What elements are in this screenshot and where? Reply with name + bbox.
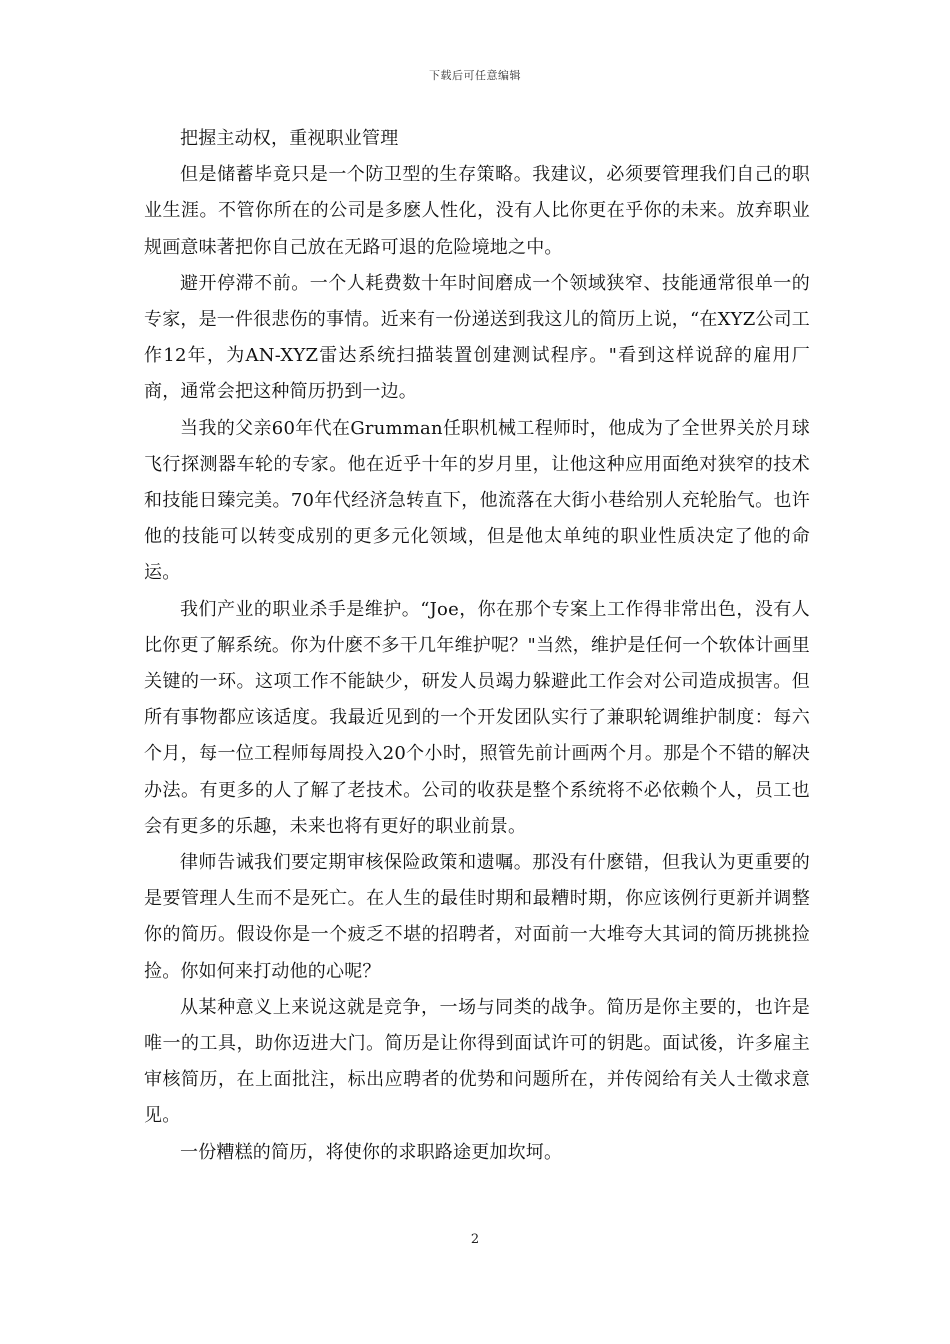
paragraph: 但是储蓄毕竟只是一个防卫型的生存策略。我建议，必须要管理我们自己的职业生涯。不管你所在的公司是多麽人性化，没有人比你更在乎你的未来。放弃职业规画意味著把你自己放在无路可退的危险境地之中。	[144, 164, 810, 258]
document-body	[144, 121, 810, 1171]
page-header: 下载后可任意编辑	[429, 69, 521, 82]
paragraph: 避开停滞不前。一个人耗费数十年时间磨成一个领域狭窄、技能通常很单一的专家，是一件很悲伤的事情。近来有一份递送到我这儿的简历上说，“在XYZ公司工作12年，为AN-XYZ雷达系统扫描装置创建测试程序。"看到这样说辞的雇用厂商，通常会把这种简历扔到一边。	[144, 272, 811, 403]
paragraph: 当我的父亲60年代在Grumman任职机械工程师时，他成为了全世界关於月球飞行探测器车轮的专家。他在近乎十年的岁月里，让他这种应用面绝对狭窄的技术和技能日臻完美。70年代经济急转直下，他流落在大街小巷给别人充轮胎气。也许他的技能可以转变成别的更多元化领域，但是他太单纯的职业性质决定了他的命运。	[144, 417, 810, 584]
paragraph: 我们产业的职业杀手是维护。“Joe，你在那个专案上工作得非常出色，没有人比你更了解系统。你为什麽不多干几年维护呢？"当然，维护是任何一个软体计画里关键的一环。这项工作不能缺少，研发人员竭力躲避此工作会对公司造成损害。但所有事物都应该适度。我最近见到的一个开发团队实行了兼职轮调维护制度：每六个月，每一位工程师每周投入20个小时，照管先前计画两个月。那是个不错的解决办法。有更多的人了解了老技术。公司的收获是整个系统将不必依赖个人，员工也会有更多的乐趣，未来也将有更好的职业前景。	[144, 598, 810, 837]
page-number: 2	[470, 1232, 480, 1247]
paragraph: 律师告诫我们要定期审核保险政策和遗嘱。那没有什麽错，但我认为更重要的是要管理人生而不是死亡。在人生的最佳时期和最糟时期，你应该例行更新并调整你的简历。假设你是一个疲乏不堪的招聘者，对面前一大堆夸大其词的简历挑挑捡捡。你如何来打动他的心呢？	[144, 852, 810, 982]
paragraph: 从某种意义上来说这就是竞争，一场与同类的战争。简历是你主要的，也许是唯一的工具，助你迈进大门。简历是让你得到面试许可的钥匙。面试後，许多雇主审核简历，在上面批注，标出应聘者的优势和问题所在，并传阅给有关人士徵求意见。	[144, 996, 810, 1127]
section-heading: 把握主动权，重视职业管理	[180, 128, 399, 149]
paragraph: 一份糟糕的简历，将使你的求职路途更加坎坷。	[180, 1141, 563, 1163]
